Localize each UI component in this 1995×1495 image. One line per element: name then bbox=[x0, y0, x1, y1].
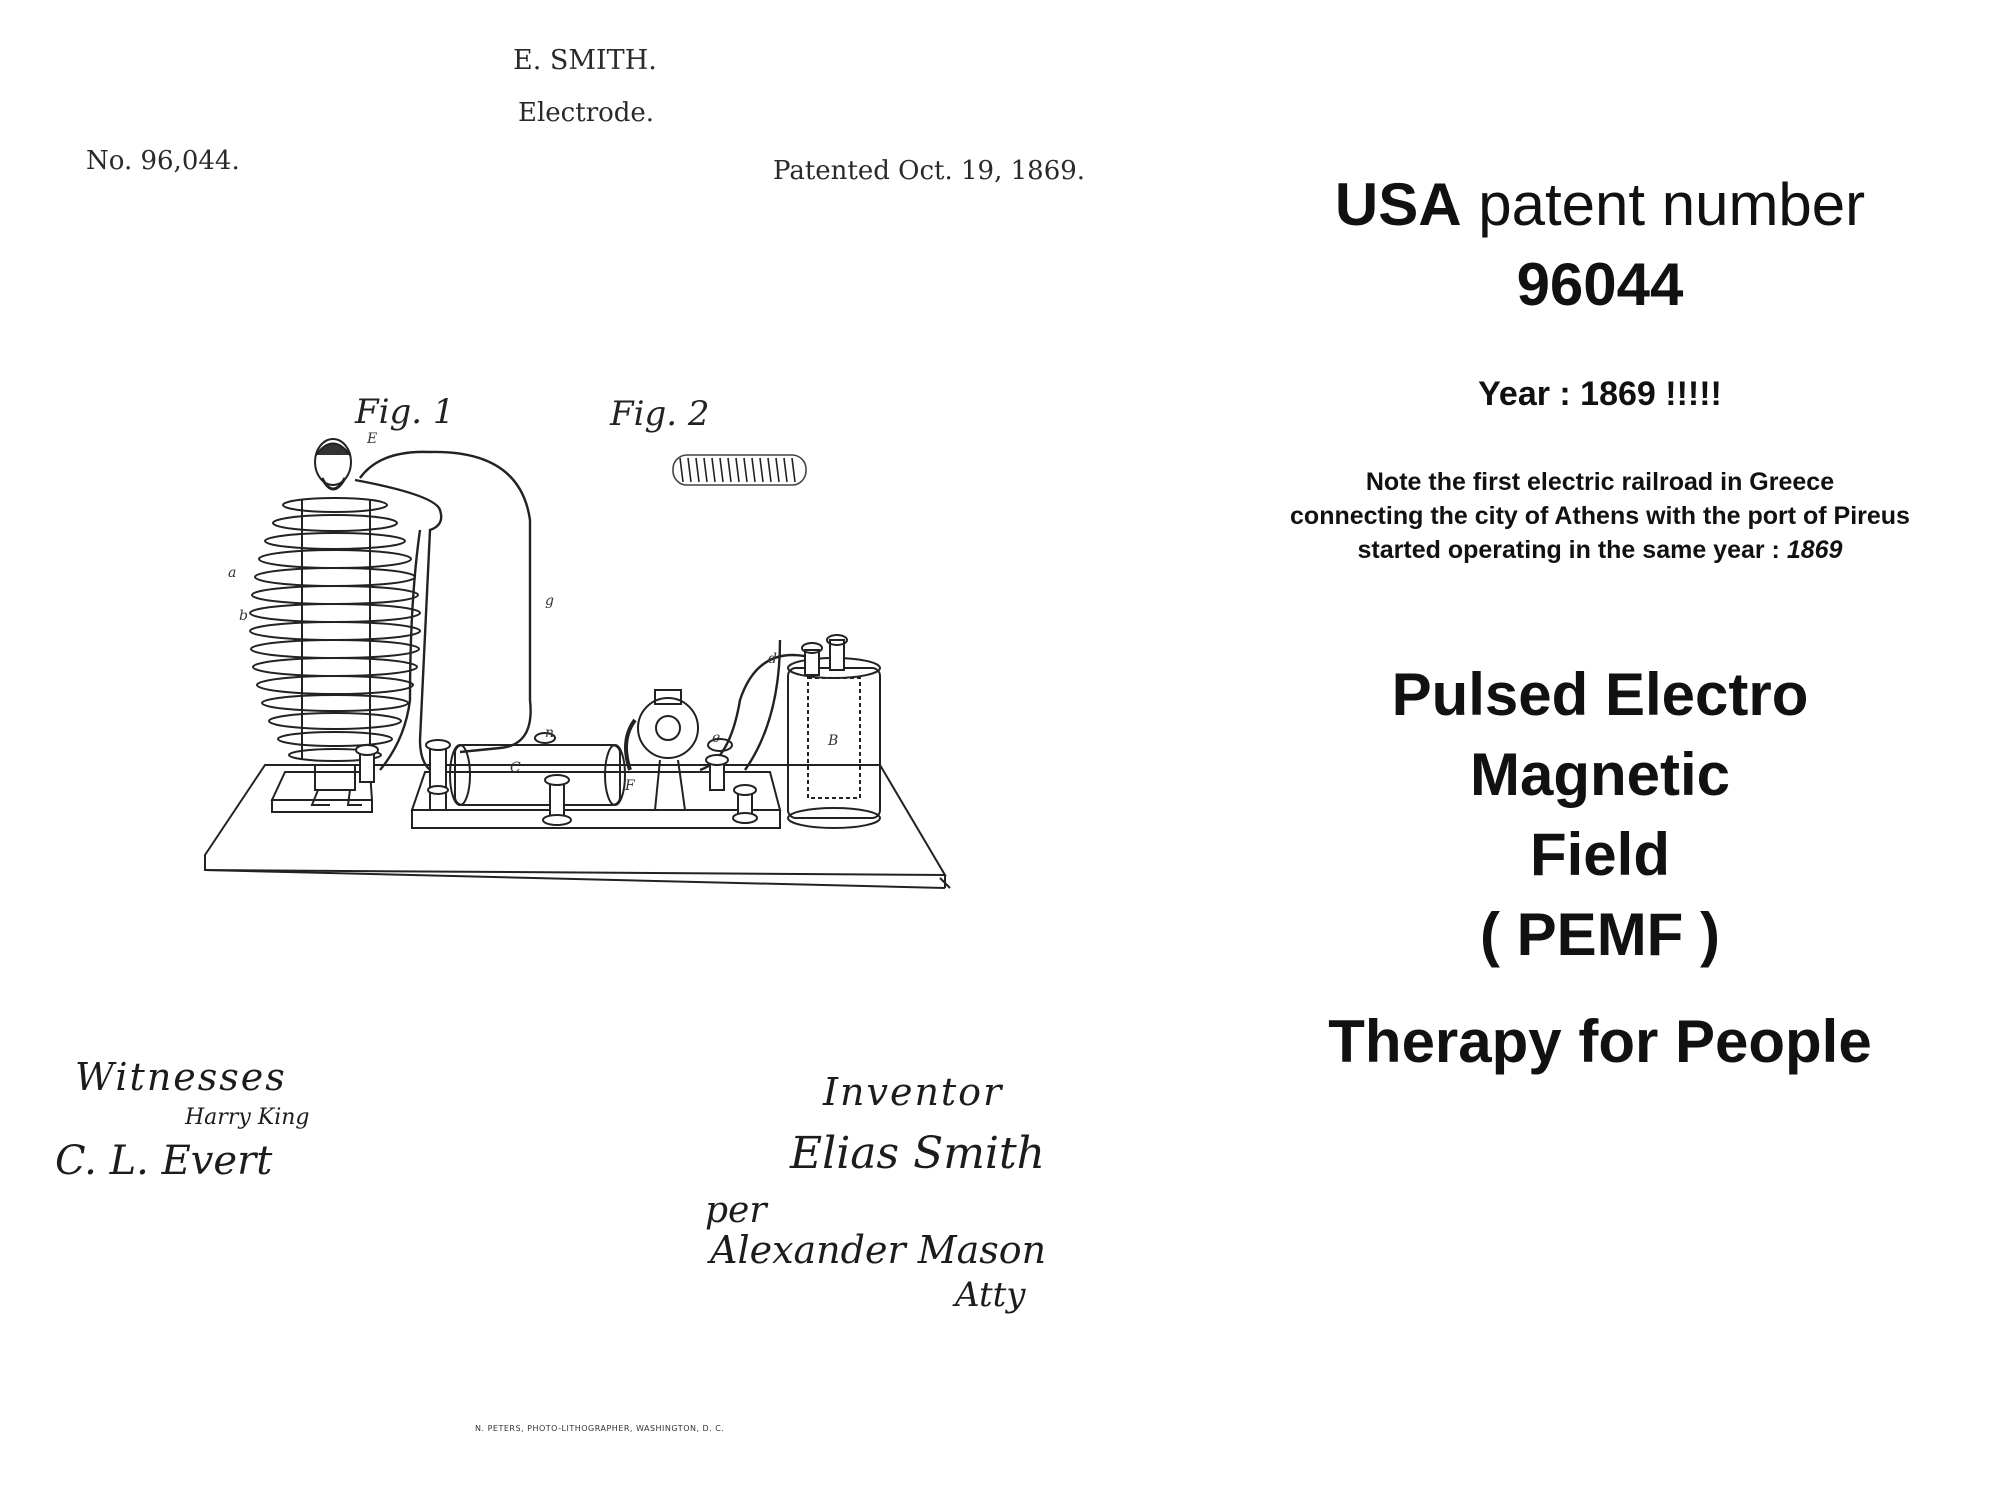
witness-signature-1: Harry King bbox=[185, 1105, 310, 1130]
witnesses-label: Witnesses bbox=[75, 1055, 287, 1099]
caption-therapy: Therapy for People bbox=[1328, 1008, 1872, 1075]
attorney-suffix: Atty bbox=[955, 1275, 1026, 1315]
lithographer-credit: N. PETERS, PHOTO-LITHOGRAPHER, WASHINGTON, D. C. bbox=[475, 1424, 725, 1433]
caption-patent-number: 96044 bbox=[1516, 251, 1684, 318]
per-label: per bbox=[705, 1190, 767, 1231]
patent-number: No. 96,044. bbox=[86, 146, 240, 176]
pemf-line-2: Magnetic bbox=[1469, 741, 1731, 808]
inventor-label: Inventor bbox=[823, 1070, 1004, 1114]
binding-posts bbox=[356, 740, 757, 825]
patent-date: Patented Oct. 19, 1869. bbox=[773, 156, 1086, 186]
caption-note-year: 1869 bbox=[1786, 536, 1843, 564]
inventor-signature: Elias Smith bbox=[790, 1128, 1046, 1179]
battery-jar bbox=[788, 635, 880, 828]
pemf-line-1: Pulsed Electro bbox=[1391, 661, 1809, 728]
wires bbox=[355, 452, 820, 775]
base-board bbox=[205, 765, 950, 888]
fig1-label: Fig. 1 bbox=[355, 392, 455, 432]
caption-patent-number-label: patent number bbox=[1461, 171, 1866, 238]
ref-letter-bat: B bbox=[828, 733, 839, 749]
ref-letter-a: a bbox=[228, 565, 237, 581]
caption-note bbox=[1220, 465, 1980, 567]
caption-pemf bbox=[1220, 655, 1980, 975]
ref-letter-e: E bbox=[367, 431, 378, 447]
pemf-line-3: Field bbox=[1529, 821, 1670, 888]
fig2-coil-drawing bbox=[673, 455, 806, 485]
ref-letter-n: n bbox=[545, 725, 555, 741]
ref-letter-b: b bbox=[239, 608, 248, 624]
ref-letter-e2: e bbox=[712, 730, 721, 746]
patent-inventor-header: E. SMITH. bbox=[513, 45, 657, 76]
pemf-line-4: ( PEMF ) bbox=[1480, 901, 1720, 968]
caption-patent-line bbox=[1220, 170, 1980, 240]
interrupter bbox=[626, 690, 732, 810]
ref-letter-d: d bbox=[768, 651, 777, 667]
ref-letter-g: g bbox=[545, 593, 554, 609]
caption-note-line-1: Note the first electric railroad in Greece bbox=[1365, 468, 1835, 496]
ref-letter-c: C bbox=[510, 760, 521, 776]
ref-letter-f: F bbox=[625, 778, 635, 794]
induction-cylinder bbox=[450, 733, 625, 805]
caption-note-line-2: connecting the city of Athens with the port of Pireus bbox=[1290, 502, 1910, 530]
attorney-signature: Alexander Mason bbox=[710, 1228, 1047, 1272]
electro-coil-drawing bbox=[250, 498, 420, 761]
caption-note-line-3: started operating in the same year : 1869 bbox=[1357, 536, 1843, 564]
caption-usa: USA bbox=[1334, 171, 1462, 238]
witness-signature-2: C. L. Evert bbox=[55, 1138, 273, 1184]
patent-subject: Electrode. bbox=[518, 98, 655, 128]
caption-year: Year : 1869 !!!!! bbox=[1478, 375, 1722, 413]
fig2-label: Fig. 2 bbox=[610, 394, 710, 434]
